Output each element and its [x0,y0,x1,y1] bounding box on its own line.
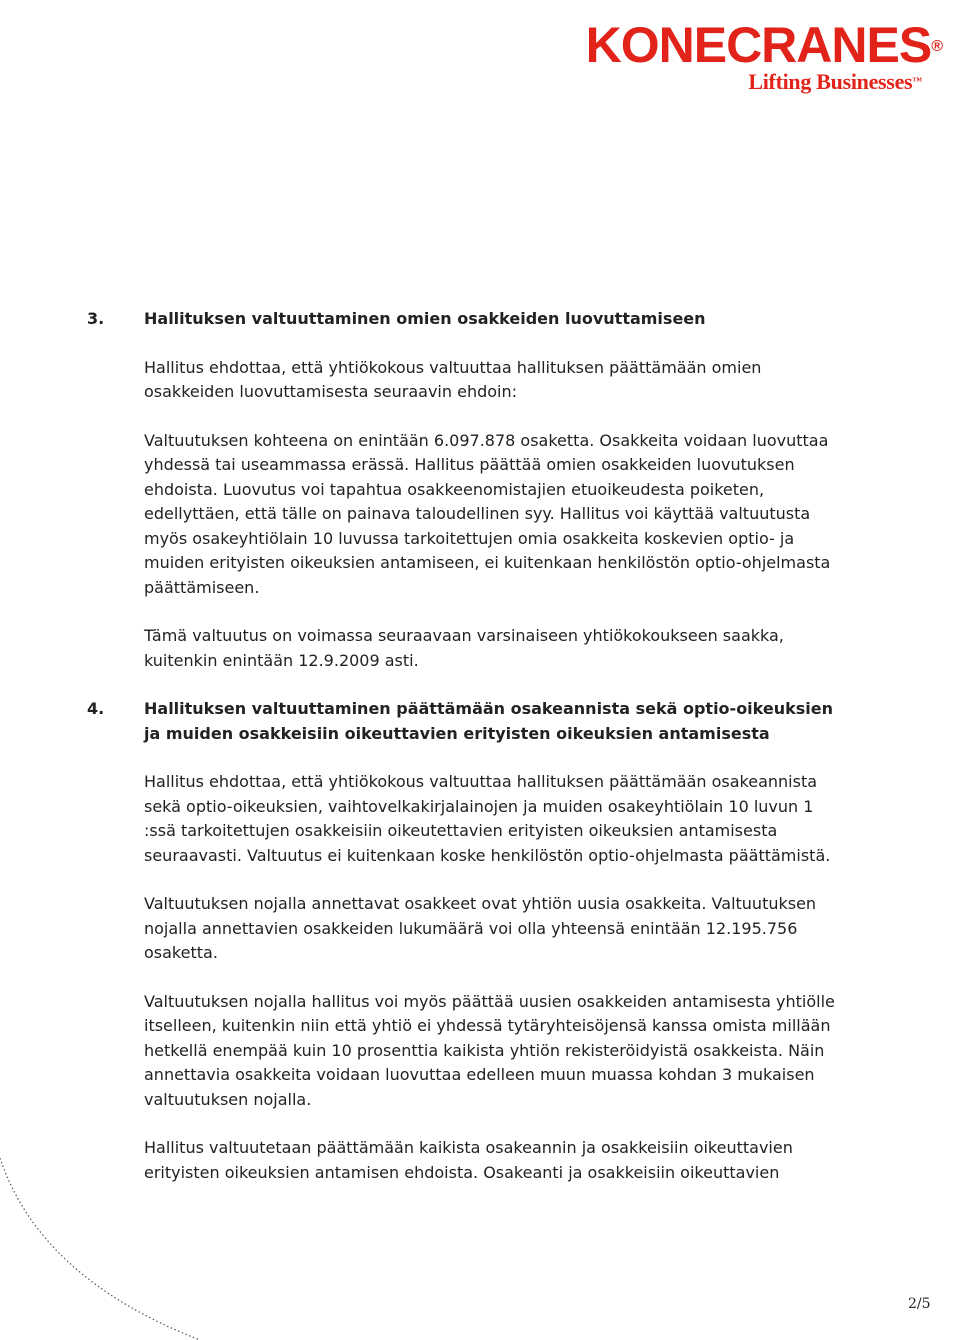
document-body [0,307,960,1209]
decorative-dotted-arc [0,1158,200,1340]
paragraph: Hallitus valtuutetaan päättämään kaikista osakeannin ja osakkeisiin oikeuttavien erityisten oikeuksien antamisen ehdoista. Osakeanti ja osakkeisiin oikeuttavien [144,1138,793,1182]
section-title: Hallituksen valtuuttaminen omien osakkeiden luovuttamiseen [144,309,706,328]
paragraph: Valtuutuksen nojalla annettavat osakkeet ovat yhtiön uusia osakkeita. Valtuutuksen nojalla annettavien osakkeiden lukumäärä voi olla yhteensä enintään 12.195.756 osaketta. [144,894,817,962]
section-title: Hallituksen valtuuttaminen päättämään osakeannista sekä optio-oikeuksien ja muiden osakkeisiin oikeuttavien erityisten oikeuksien antamisesta [144,699,834,743]
konecranes-logo [585,17,942,102]
section-4-heading [0,697,960,746]
section-3-heading [0,307,960,332]
page-number: 2/5 [908,1296,931,1312]
paragraph: Hallitus ehdottaa, että yhtiökokous valtuuttaa hallituksen päättämään omien osakkeiden luovuttamisesta seuraavin ehdoin: [144,357,762,401]
section-number: 3. [87,309,105,328]
paragraph: Valtuutuksen nojalla hallitus voi myös päättää uusien osakkeiden antamisesta yhtiölle itselleen, kuitenkin niin että yhtiö ei yhdessä tytäryhteisöjensä kanssa omista millään hetkellä enempää kuin 10 prosenttia kaikista yhtiön rekisteröidyistä osakkeista. Näin annettavia osakkeita voidaan luovuttaa edelleen muun muassa kohdan 3 mukaisen valtuutuksen nojalla. [144,991,835,1109]
logo-wordmark: KONECRANES® [585,17,942,73]
paragraph: Valtuutuksen kohteena on enintään 6.097.878 osaketta. Osakkeita voidaan luovuttaa yhdessä tai useammassa erässä. Hallitus päättää omien osakkeiden luovutuksen ehdoista. Luovutus voi tapahtua osakkeenomistajien etuoikeudesta poiketen, edellyttäen, että tälle on painava taloudellinen syy. Hallitus voi käyttää valtuutusta myös osakeyhtiölain 10 luvussa tarkoitettujen omia osakkeita koskevien optio- ja muiden erityisten oikeuksien antamiseen, ei kuitenkaan henkilöstön optio-ohjelmasta päättämiseen. [144,430,831,597]
paragraph: Hallitus ehdottaa, että yhtiökokous valtuuttaa hallituksen päättämään osakeannista sekä optio-oikeuksien, vaihtovelkakirjalainojen ja muiden osakeyhtiölain 10 luvun 1 :ssä tarkoitettujen osakkeisiin oikeutettavien erityisten oikeuksien antamisesta seuraavasti. Valtuutus ei kuitenkaan koske henkilöstön optio-ohjelmasta päättämistä. [144,772,831,865]
paragraph: Tämä valtuutus on voimassa seuraavaan varsinaiseen yhtiökokoukseen saakka, kuitenkin enintään 12.9.2009 asti. [144,626,784,670]
logo-tagline: Lifting Businesses™ [748,69,922,94]
section-number: 4. [87,699,105,718]
